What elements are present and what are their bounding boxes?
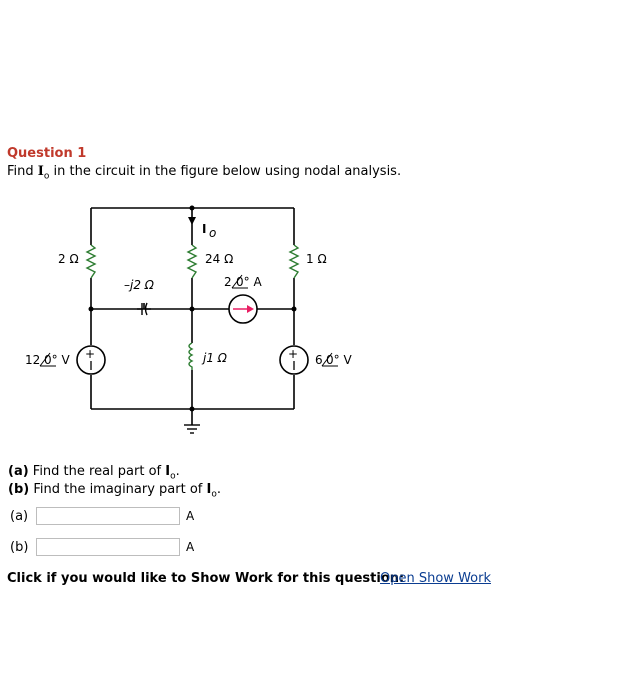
io-sub: o	[209, 226, 217, 240]
r-mid-label: 24 Ω	[205, 252, 234, 266]
current-arrow	[188, 217, 196, 225]
svg-text:+: +	[288, 347, 299, 361]
r-right-label: 1 Ω	[306, 252, 327, 266]
current-var: I	[37, 164, 44, 179]
part-b-text: (b) Find the imaginary part of $I_o$.	[8, 482, 222, 500]
src-current-mag: 2	[224, 275, 232, 289]
resistor-24ohm	[188, 245, 196, 278]
ind-label: j1 Ω	[203, 351, 227, 365]
resistor-1ohm	[290, 245, 298, 278]
question-prompt: Find $I_o$ in the circuit in the figure below using nodal analysis.	[7, 164, 402, 182]
question-title: Question 1	[7, 146, 87, 161]
answer-b-unit: A	[186, 540, 195, 554]
part-a-text: (a) Find the real part of $I_o$.	[8, 464, 180, 482]
io-label: I	[202, 222, 207, 236]
src-left-mag: 12	[25, 353, 41, 367]
src-right-mag: 6	[315, 353, 323, 367]
open-show-work-link[interactable]: Open Show Work	[380, 571, 491, 586]
cap-label: –j2 Ω	[124, 278, 154, 292]
ground-symbol	[184, 425, 200, 433]
answer-b-input[interactable]	[36, 538, 180, 556]
voltage-source-right	[280, 346, 308, 374]
src-right-angle: 0° V	[326, 353, 352, 367]
answer-a-label: (a)	[10, 509, 29, 524]
current-source	[229, 295, 257, 323]
answer-a-input[interactable]	[36, 507, 180, 525]
resistor-2ohm	[87, 245, 95, 278]
circuit-diagram	[0, 195, 400, 435]
answer-a-unit: A	[186, 509, 195, 523]
voltage-source-left	[77, 346, 105, 374]
svg-text:+: +	[85, 347, 96, 361]
r-left-label: 2 Ω	[58, 252, 79, 266]
inductor	[189, 343, 192, 370]
answer-b-label: (b)	[10, 540, 29, 555]
src-left-angle: 0° V	[44, 353, 70, 367]
src-current-angle: 0° A	[236, 275, 262, 289]
show-work-text: Click if you would like to Show Work for this question:	[7, 571, 405, 586]
